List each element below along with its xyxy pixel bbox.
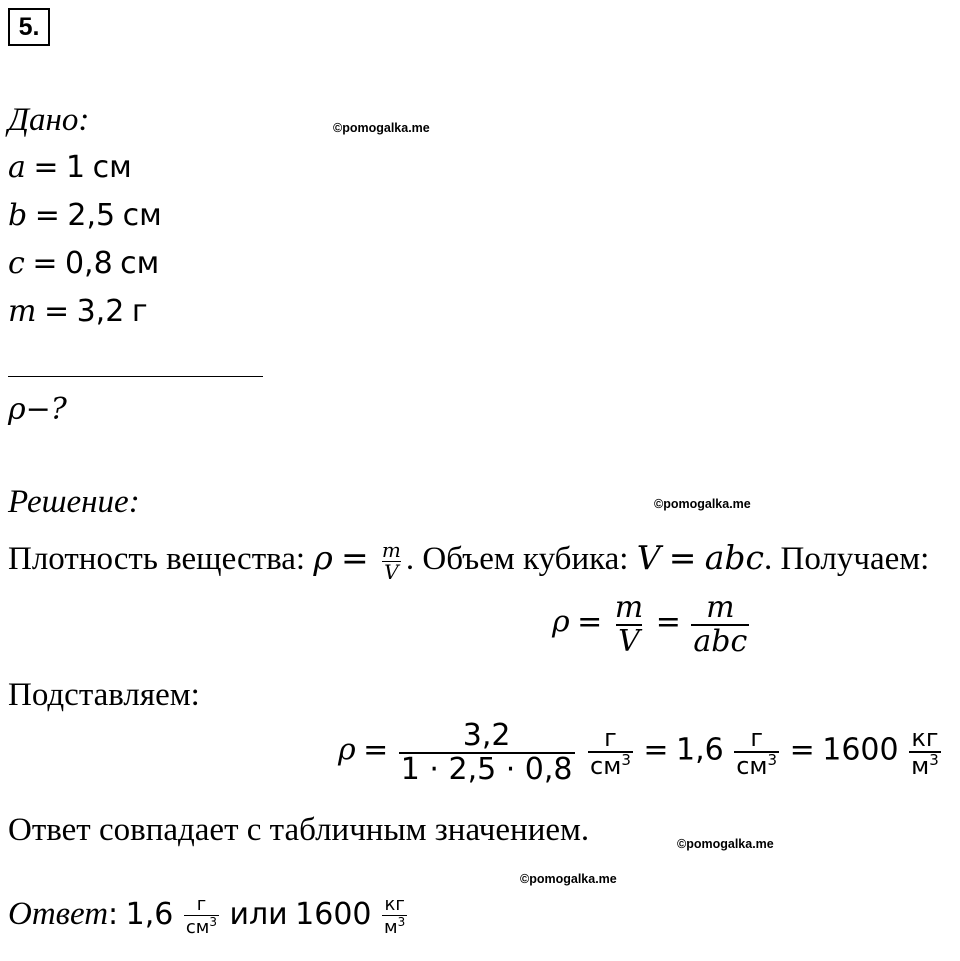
given-var: m <box>8 294 37 329</box>
given-title: Дано: <box>8 102 90 138</box>
abc-product: abc <box>704 538 764 577</box>
unit-exponent: 3 <box>397 915 406 930</box>
solution-line-1 <box>8 528 929 589</box>
unit-base: см <box>185 917 210 939</box>
unit-numerator: г <box>604 723 617 752</box>
intermediate-value: 1,6 <box>676 732 724 768</box>
unit-numerator: кг <box>911 723 939 752</box>
answer-value-2: 1600 <box>295 897 372 932</box>
fraction-denominator: 1 · 2,5 · 0,8 <box>400 751 573 787</box>
unit-base: м <box>384 917 398 939</box>
unit-exponent: 3 <box>929 751 939 769</box>
calculation-formula <box>338 720 944 785</box>
fraction-denominator: abc <box>693 623 748 659</box>
rho-symbol: ρ <box>338 732 356 768</box>
derived-formula <box>552 592 752 657</box>
final-value: 1600 <box>822 732 899 768</box>
unit-g-per-cm3 <box>734 723 779 780</box>
unit-numerator: кг <box>384 894 405 916</box>
period: . <box>763 541 773 577</box>
m-over-v-fraction <box>613 592 645 657</box>
unit-denominator <box>184 915 219 938</box>
given-item-a <box>8 150 132 185</box>
given-eq: = <box>34 198 60 233</box>
result-text: Получаем: <box>780 541 930 577</box>
given-value: 3,2 <box>76 294 125 329</box>
unit-denominator <box>382 915 407 938</box>
watermark: ©pomogalka.me <box>520 872 617 886</box>
volume-text: Объем кубика: <box>422 541 629 577</box>
rho-symbol: ρ <box>313 538 333 577</box>
given-value: 1 <box>66 150 86 185</box>
unit-exponent: 3 <box>209 915 217 930</box>
given-var: c <box>8 246 25 281</box>
given-var: b <box>8 198 28 233</box>
period: . <box>405 541 415 577</box>
watermark: ©pomogalka.me <box>654 497 751 511</box>
fraction-denominator: V <box>384 559 399 584</box>
fraction-numerator: m <box>381 537 401 562</box>
given-unit: см <box>122 198 162 233</box>
given-divider <box>8 376 263 377</box>
given-eq: = <box>32 246 58 281</box>
conclusion-text: Ответ совпадает с табличным значением. <box>8 812 590 848</box>
solution-title: Решение: <box>8 484 140 520</box>
unit-base: см <box>736 752 768 780</box>
unit-base: см <box>590 752 622 780</box>
unit-numerator: г <box>750 723 763 752</box>
density-text: Плотность вещества: <box>8 541 306 577</box>
find-quantity: ρ−? <box>8 392 67 427</box>
rho-symbol: ρ <box>552 604 570 640</box>
given-unit: см <box>92 150 132 185</box>
answer-label: Ответ <box>8 896 109 932</box>
unit-exponent: 3 <box>767 751 778 769</box>
fraction-denominator: V <box>618 623 640 659</box>
m-over-abc-fraction <box>691 592 749 657</box>
unit-denominator <box>588 751 633 779</box>
equals-sign: = <box>655 604 681 640</box>
density-formula-fraction <box>380 537 403 584</box>
given-item-m <box>8 294 148 329</box>
given-value: 2,5 <box>67 198 116 233</box>
equals-sign: = <box>363 732 389 768</box>
given-item-c <box>8 246 159 281</box>
substitute-text: Подставляем: <box>8 677 200 713</box>
answer-value-1: 1,6 <box>125 897 174 932</box>
problem-number: 5. <box>18 13 40 41</box>
unit-denominator <box>909 751 941 779</box>
given-eq: = <box>33 150 59 185</box>
equals-sign: = <box>789 732 815 768</box>
volume-symbol: V <box>636 538 661 577</box>
unit-exponent: 3 <box>621 751 631 769</box>
equals-sign: = <box>577 604 603 640</box>
fraction-numerator: m <box>706 590 735 625</box>
equals-sign: = <box>668 538 697 577</box>
problem-number-box <box>8 8 50 46</box>
equals-sign: = <box>341 538 369 577</box>
unit-denominator <box>734 751 779 779</box>
given-eq: = <box>43 294 70 329</box>
given-value: 0,8 <box>64 246 113 281</box>
answer-colon: : <box>108 897 119 932</box>
unit-numerator: г <box>196 894 207 916</box>
given-unit: г <box>131 294 148 329</box>
answer-line <box>8 896 410 938</box>
unit-g-per-cm3 <box>588 723 633 780</box>
answer-unit-kg-per-m3 <box>382 896 407 938</box>
fraction-numerator: 3,2 <box>462 718 511 753</box>
watermark: ©pomogalka.me <box>677 837 774 851</box>
answer-or: или <box>229 897 288 932</box>
answer-unit-g-per-cm3 <box>184 896 219 938</box>
equals-sign: = <box>643 732 669 768</box>
numeric-fraction <box>399 720 575 785</box>
given-item-b <box>8 198 162 233</box>
unit-base: м <box>911 752 930 780</box>
fraction-numerator: m <box>614 590 644 625</box>
unit-kg-per-m3 <box>909 723 941 780</box>
given-var: a <box>8 150 26 185</box>
given-unit: см <box>120 246 160 281</box>
watermark: ©pomogalka.me <box>333 121 430 135</box>
